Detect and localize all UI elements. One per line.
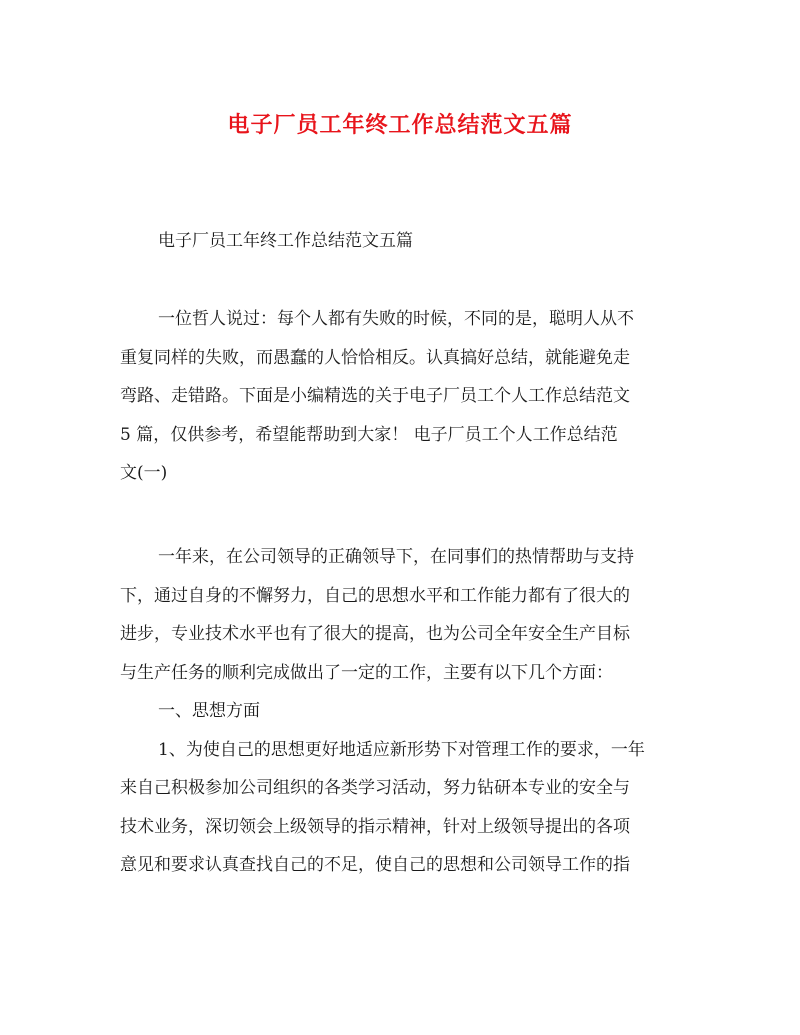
section-heading-text: 一、思想方面 bbox=[158, 701, 260, 721]
paragraph-line: 一位哲人说过：每个人都有失败的时候，不同的是，聪明人从不 bbox=[158, 309, 634, 329]
paragraph-line: 与生产任务的顺利完成做出了一定的工作，主要有以下几个方面： bbox=[120, 663, 613, 683]
paragraph-line: 意见和要求认真查找自己的不足，使自己的思想和公司领导工作的指 bbox=[120, 855, 630, 875]
paragraph-line: 5 篇，仅供参考，希望能帮助到大家！ 电子厂员工个人工作总结范 bbox=[120, 425, 618, 445]
document-subtitle: 电子厂员工年终工作总结范文五篇 bbox=[158, 231, 413, 251]
paragraph-line: 下，通过自身的不懈努力，自己的思想水平和工作能力都有了很大的 bbox=[120, 586, 630, 606]
paragraph-line: 1、为使自己的思想更好地适应新形势下对管理工作的要求，一年 bbox=[158, 740, 645, 760]
document-title: 电子厂员工年终工作总结范文五篇 bbox=[227, 112, 573, 138]
paragraph-line: 文(一) bbox=[120, 463, 168, 483]
paragraph-line: 弯路、走错路。下面是小编精选的关于电子厂员工个人工作总结范文 bbox=[120, 386, 630, 406]
paragraph-line: 一年来，在公司领导的正确领导下，在同事们的热情帮助与支持 bbox=[158, 547, 634, 567]
paragraph-line: 进步，专业技术水平也有了很大的提高，也为公司全年安全生产目标 bbox=[120, 624, 630, 644]
paragraph-line: 来自己积极参加公司组织的各类学习活动，努力钻研本专业的安全与 bbox=[120, 778, 630, 798]
paragraph-line: 重复同样的失败，而愚蠢的人恰恰相反。认真搞好总结，就能避免走 bbox=[120, 348, 630, 368]
paragraph-line: 技术业务，深切领会上级领导的指示精神，针对上级领导提出的各项 bbox=[120, 817, 630, 837]
